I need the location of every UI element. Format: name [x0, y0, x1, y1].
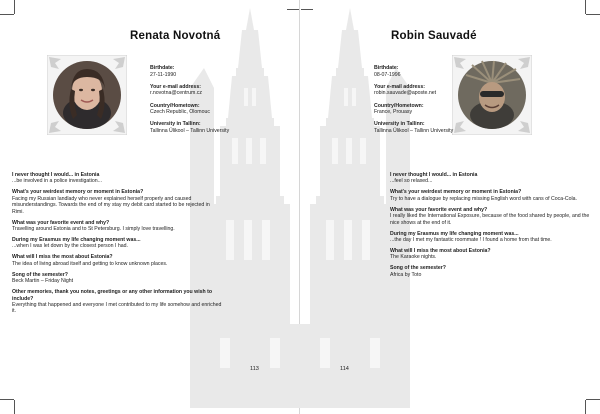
- info-value: Tallinna Ülikool – Tallinn University: [374, 127, 454, 134]
- right-page: [300, 0, 600, 414]
- question: During my Erasmus my life changing moment was...: [12, 237, 141, 244]
- qa-item: [390, 248, 590, 261]
- qa-item: [390, 207, 590, 226]
- qa-item: [12, 237, 222, 250]
- answer: ...be involved in a police investigation...: [12, 178, 102, 185]
- info-value: 27-11-1990: [150, 71, 177, 78]
- info-label: Birthdate:: [374, 65, 399, 71]
- questionnaire: [390, 172, 590, 283]
- info-label: University in Tallinn:: [374, 121, 425, 128]
- qa-item: [12, 189, 222, 215]
- email-block: [150, 84, 245, 97]
- question: What was your favorite event and why?: [390, 206, 488, 213]
- answer: ...when I was let down by the closest person I had.: [12, 243, 128, 250]
- question: Other memories, thank you notes, greetings or any other information you wish to include?: [12, 289, 213, 302]
- info-label: Country/Hometown:: [150, 102, 200, 109]
- university-block: [374, 121, 469, 134]
- questionnaire: [12, 172, 222, 319]
- qa-item: [390, 172, 590, 185]
- info-value: 08-07-1996: [374, 71, 401, 78]
- qa-item: [390, 189, 590, 202]
- qa-item: [390, 265, 590, 278]
- question: What will I miss the most about Estonia?: [390, 248, 491, 255]
- birthdate-block: [374, 65, 469, 78]
- question: During my Erasmus my life changing moment was...: [390, 230, 519, 237]
- question: What was your favorite event and why?: [12, 219, 110, 226]
- profile-info: [374, 65, 469, 140]
- info-label: University in Tallinn:: [150, 121, 201, 128]
- qa-item: [12, 254, 222, 267]
- qa-item: [12, 172, 222, 185]
- info-value: France, Prouasy: [374, 109, 413, 116]
- question: Song of the semester?: [390, 265, 446, 272]
- answer: Travelling around Estonia and to St Petersburg. I simply love travelling.: [12, 226, 175, 233]
- question: I never thought I would... in Estonia: [390, 172, 478, 178]
- qa-item: [12, 272, 222, 285]
- answer: I really liked the International Exposure, because of the food shared by people, and the nice shows at the end of it.: [390, 213, 590, 226]
- profile-info: [150, 65, 245, 140]
- student-name: Renata Novotná: [130, 30, 221, 42]
- question: I never thought I would... in Estonia: [12, 172, 100, 178]
- info-label: Your e-mail address:: [150, 83, 201, 90]
- info-label: Your e-mail address:: [374, 83, 425, 90]
- answer: Everything that happened and everyone I met contributed to my life somehow and enriched it.: [12, 302, 222, 315]
- qa-item: [12, 289, 222, 315]
- answer: Facing my Russian landlady who never explained herself properly and caused misunderstandings. Towards the end of my stay my debit card started to be rejected in Rimi.: [12, 195, 210, 215]
- question: What will I miss the most about Estonia?: [12, 254, 113, 261]
- university-block: [150, 121, 245, 134]
- info-label: Birthdate:: [150, 65, 175, 71]
- answer: Beck Martin – Friday Night: [12, 278, 74, 285]
- answer: Africa by Toto: [390, 271, 422, 278]
- info-value: r.novotna@centrum.cz: [150, 90, 202, 97]
- question: What's your weirdest memory or moment in Estonia?: [12, 189, 144, 196]
- qa-item: [390, 231, 590, 244]
- qa-item: [12, 220, 222, 233]
- info-value: Czech Republic, Olomouc: [150, 109, 210, 116]
- hometown-block: [374, 103, 469, 116]
- hometown-block: [150, 103, 245, 116]
- info-value: robin.sauvade@aposte.net: [374, 90, 437, 97]
- answer: ...feel so relaxed...: [390, 178, 433, 185]
- answer: Try to have a dialogue by replacing missing English word with cans of Coca-Cola.: [390, 195, 577, 202]
- answer: The idea of living abroad itself and getting to know unknown places.: [12, 260, 168, 267]
- student-name: Robin Sauvadé: [391, 30, 477, 42]
- birthdate-block: [150, 65, 245, 78]
- info-value: Tallinna Ülikool – Tallinn University: [150, 127, 230, 134]
- page-number: 113: [250, 366, 259, 372]
- answer: The Karaoke nights.: [390, 254, 437, 261]
- portrait-photo: [47, 55, 127, 135]
- question: What's your weirdest memory or moment in Estonia?: [390, 189, 522, 196]
- email-block: [374, 84, 469, 97]
- answer: ...the day I met my fantastic roommate ! I found a home from that time.: [390, 237, 552, 244]
- info-label: Country/Hometown:: [374, 102, 424, 109]
- page-number: 114: [340, 366, 349, 372]
- question: Song of the semester?: [12, 271, 68, 278]
